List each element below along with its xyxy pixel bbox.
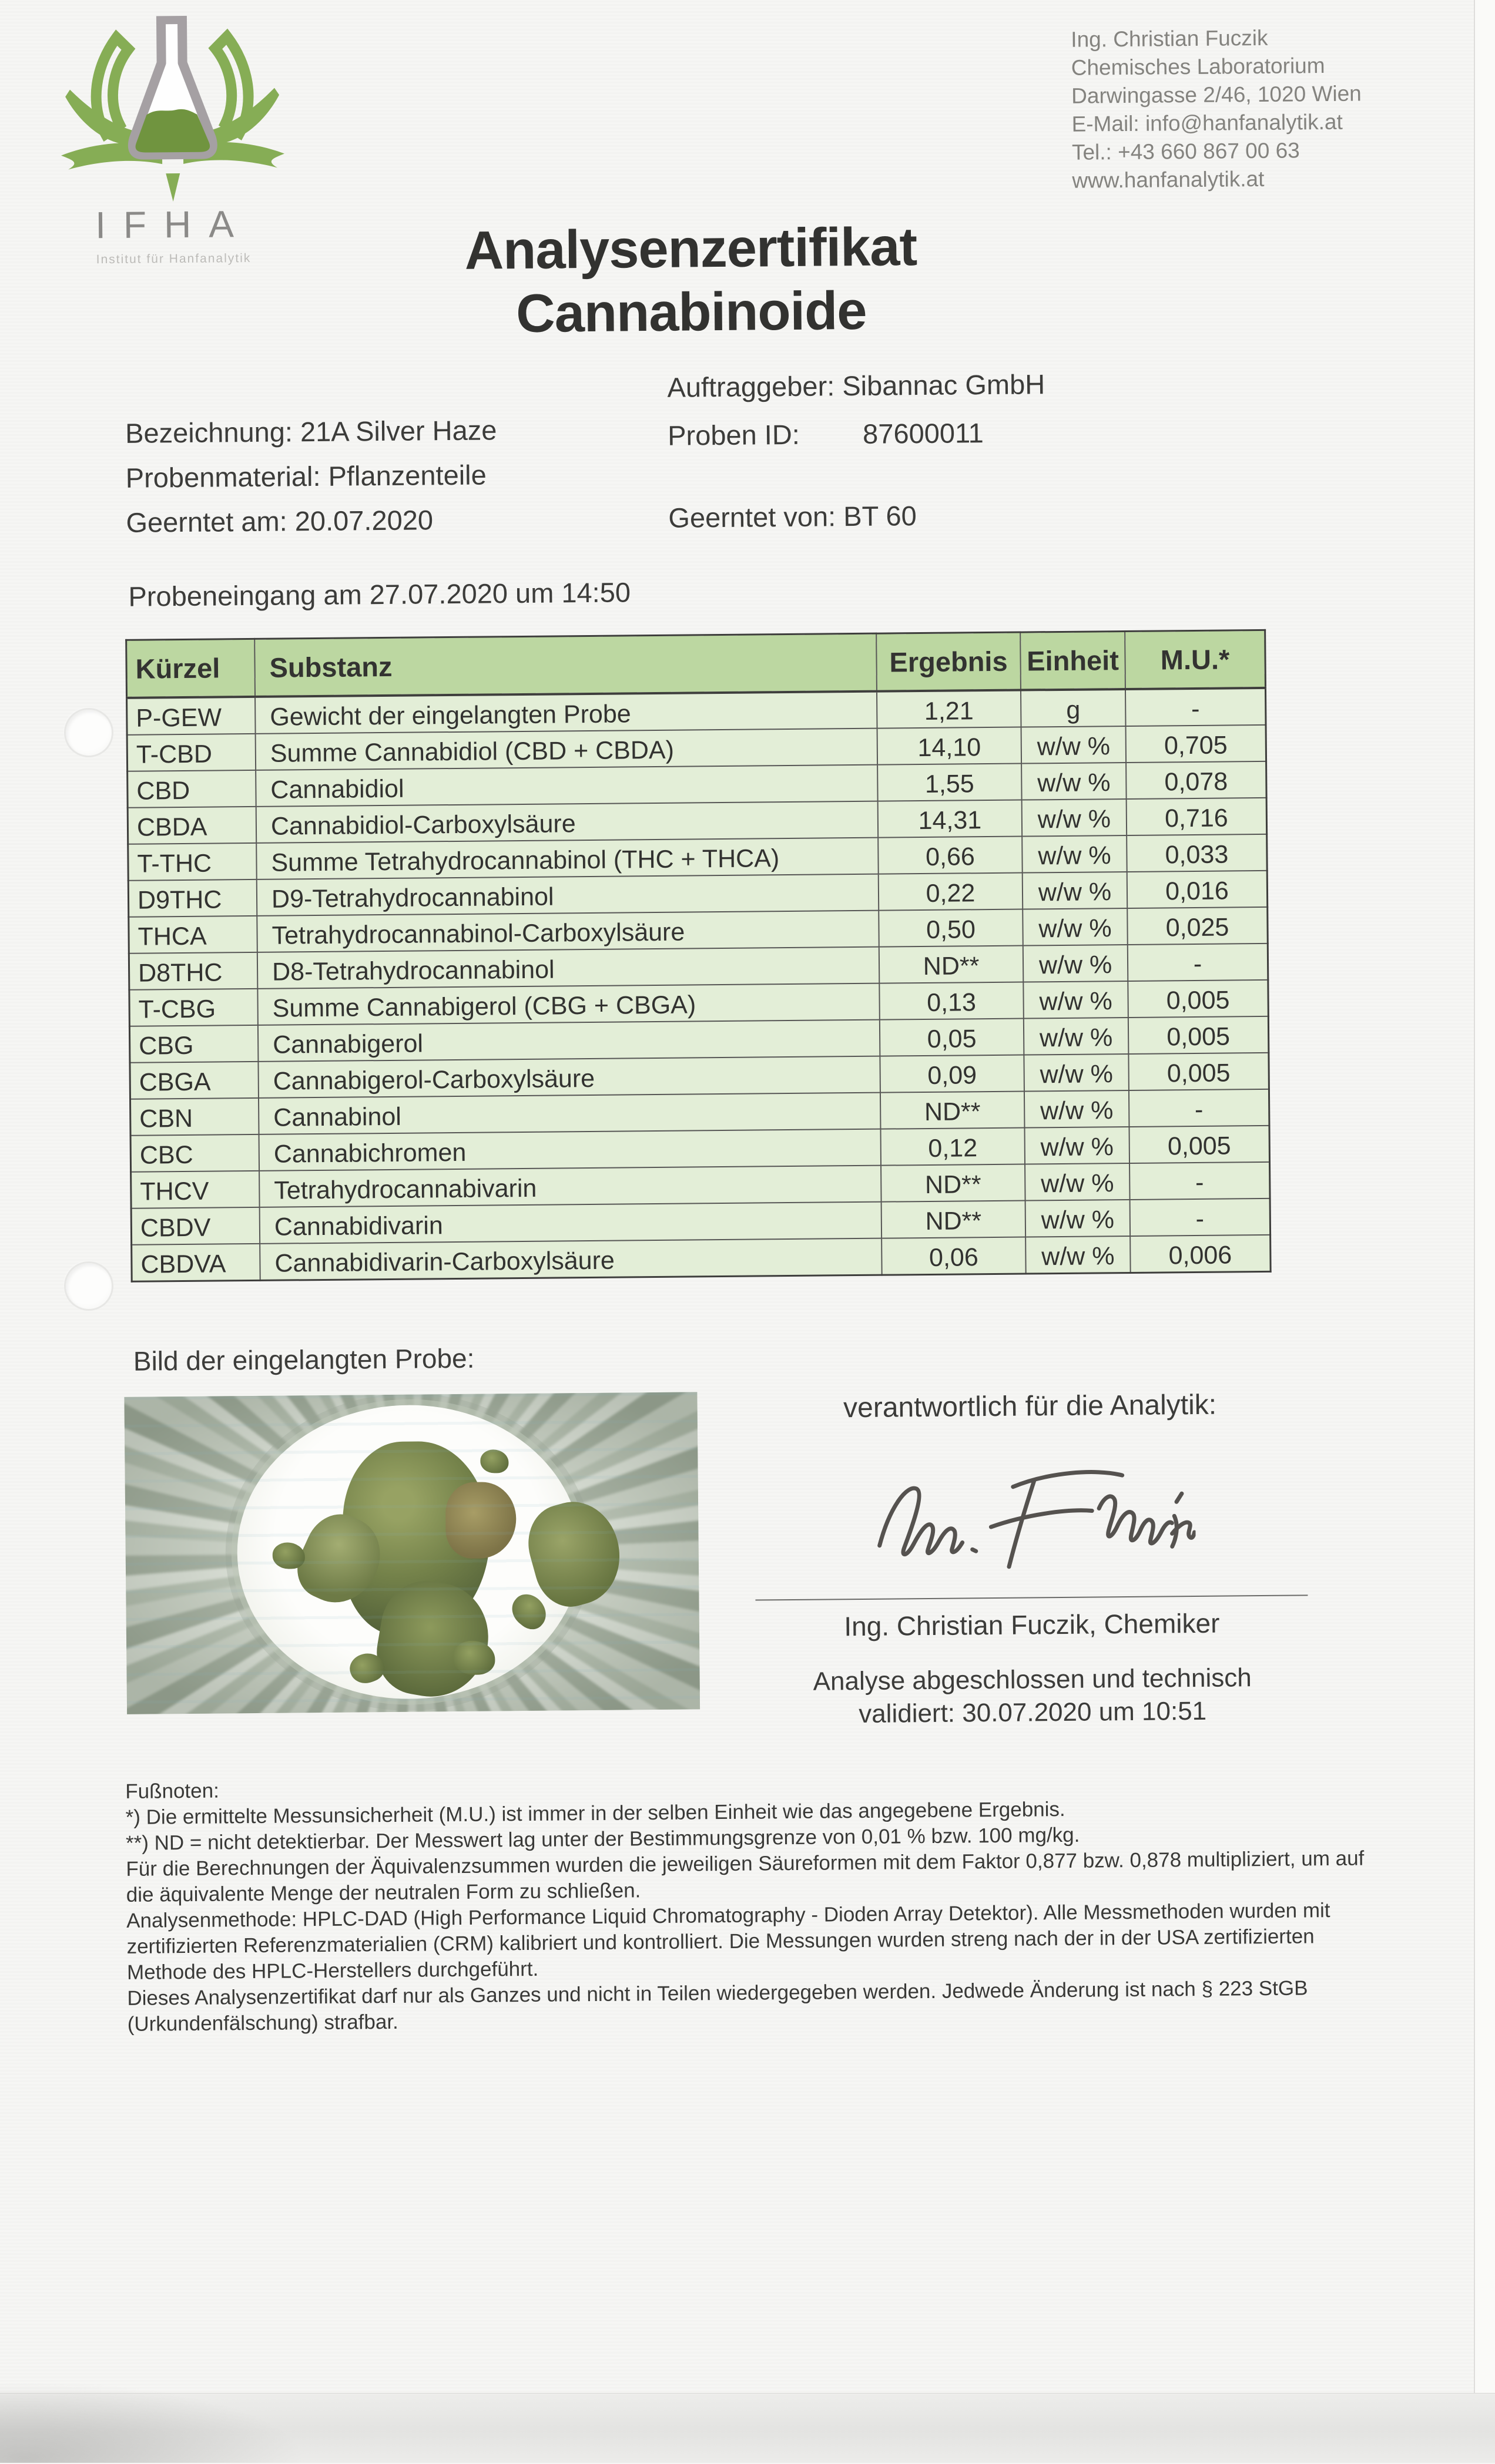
document-title [250, 213, 1132, 348]
hemp-leaf-flask-icon [48, 15, 297, 205]
footnote-line: (Urkundenfälschung) strafbar. [127, 2010, 398, 2036]
harvested-by-line: Geerntet von: BT 60 [668, 500, 917, 533]
results-table-body [127, 688, 1271, 1281]
scan-corner-shadow [0, 2381, 306, 2463]
header-ergebnis: Ergebnis [876, 632, 1021, 691]
scan-artifact-lines [124, 1392, 700, 1714]
cell-substanz: Cannabidivarin-Carboxylsäure [260, 1238, 882, 1281]
signature-rule [755, 1594, 1308, 1600]
cell-einheit: w/w % [1021, 763, 1127, 800]
cell-ergebnis: ND** [879, 946, 1024, 983]
cell-mu: 0,016 [1127, 871, 1268, 908]
footnote-line: Methode des HPLC-Herstellers durchgeführt. [126, 1957, 539, 1984]
header-substanz: Substanz [254, 633, 877, 697]
cell-einheit: w/w % [1023, 981, 1128, 1019]
cell-substanz: Cannabinol [259, 1093, 881, 1134]
cell-substanz: Tetrahydrocannabinol-Carboxylsäure [257, 911, 879, 952]
sample-intake-line: Probeneingang am 27.07.2020 um 14:50 [128, 576, 631, 612]
cell-ergebnis: 0,09 [880, 1055, 1024, 1093]
cell-kuerzel: CBDV [131, 1207, 260, 1245]
cell-substanz: Cannabidivarin [260, 1202, 882, 1244]
cell-mu: - [1128, 944, 1268, 981]
results-table [125, 629, 1271, 1283]
cell-kuerzel: CBDA [128, 807, 256, 844]
cell-kuerzel: THCA [129, 916, 257, 954]
sample-info-left [125, 408, 498, 545]
footnote-line: die äquivalente Menge der neutralen Form zu schließen. [126, 1879, 641, 1906]
cell-kuerzel: CBGA [130, 1062, 259, 1099]
contact-lab: Chemisches Laboratorium [1071, 53, 1325, 80]
cell-einheit: g [1021, 689, 1126, 727]
cell-ergebnis: 0,12 [880, 1128, 1025, 1166]
cell-substanz: Cannabichromen [259, 1129, 881, 1171]
brand-text: IFHA [95, 202, 252, 247]
cell-einheit: w/w % [1023, 908, 1128, 946]
cell-ergebnis: 0,66 [878, 837, 1023, 874]
cell-substanz: Summe Cannabigerol (CBG + CBGA) [257, 983, 880, 1025]
header-kuerzel: Kürzel [126, 639, 255, 697]
cell-substanz: Cannabigerol-Carboxylsäure [258, 1056, 880, 1098]
contact-address: Darwingasse 2/46, 1020 Wien [1071, 81, 1362, 108]
footnote-line: Für die Berechnungen der Äquivalenzsummen wurden die jeweiligen Säureformen mit dem Faktor 0,877 bzw. 0,878 multipliziert, um auf [126, 1847, 1365, 1881]
harvest-date: Geerntet am: 20.07.2020 [126, 504, 434, 538]
sample-photo [124, 1392, 700, 1714]
contact-email: E-Mail: info@hanfanalytik.at [1071, 109, 1343, 136]
cell-mu: 0,033 [1127, 834, 1267, 872]
brand-tagline: Institut für Hanfanalytik [96, 251, 252, 267]
cell-mu: - [1130, 1199, 1271, 1236]
cell-ergebnis: 1,21 [877, 690, 1021, 729]
cell-einheit: w/w % [1024, 1018, 1129, 1055]
cell-mu: 0,005 [1128, 1016, 1269, 1054]
cell-kuerzel: P-GEW [127, 697, 256, 735]
cell-ergebnis: 1,55 [877, 764, 1022, 801]
cell-mu: 0,005 [1128, 1053, 1269, 1090]
sample-designation: Bezeichnung: 21A Silver Haze [125, 414, 497, 449]
punch-hole [66, 1263, 112, 1309]
cell-mu: 0,078 [1126, 761, 1266, 799]
sample-id-row [667, 417, 984, 452]
scan-right-edge [1474, 0, 1495, 2463]
cell-ergebnis: 0,22 [879, 873, 1023, 911]
cell-einheit: w/w % [1023, 945, 1128, 982]
lab-contact-block [1071, 23, 1362, 194]
cell-mu: 0,005 [1128, 980, 1268, 1018]
cell-kuerzel: CBD [128, 770, 256, 808]
cell-ergebnis: 14,31 [878, 800, 1023, 838]
header-mu: M.U.* [1125, 630, 1265, 689]
responsible-heading: verantwortlich für die Analytik: [843, 1389, 1217, 1424]
cell-mu: - [1129, 1089, 1269, 1127]
cell-mu: 0,705 [1126, 725, 1266, 763]
validation-line-1: Analyse abgeschlossen und technisch [813, 1663, 1252, 1696]
cell-ergebnis: 0,06 [881, 1237, 1026, 1275]
cell-mu: - [1125, 688, 1266, 726]
cell-mu: 0,006 [1130, 1235, 1271, 1273]
validation-line-2: validiert: 30.07.2020 um 10:51 [858, 1696, 1207, 1729]
cell-einheit: w/w % [1022, 799, 1127, 837]
cell-einheit: w/w % [1025, 1200, 1131, 1237]
footnote-lines [125, 1793, 1443, 2037]
cell-mu: - [1129, 1162, 1270, 1200]
cell-substanz: Tetrahydrocannabivarin [259, 1166, 881, 1207]
footnotes-heading: Fußnoten: [125, 1779, 219, 1803]
cell-substanz: D9-Tetrahydrocannabinol [257, 874, 879, 916]
cell-ergebnis: ND** [881, 1164, 1025, 1202]
signature-block [742, 1388, 1318, 1729]
cell-substanz: Cannabigerol [258, 1020, 880, 1062]
cell-ergebnis: 14,10 [877, 727, 1022, 765]
title-line-1: Analysenzertifikat [464, 217, 917, 281]
client-line: Auftraggeber: Sibannac GmbH [667, 368, 1045, 403]
cell-einheit: w/w % [1024, 1127, 1129, 1164]
cell-mu: 0,005 [1129, 1126, 1269, 1163]
footnotes-section [125, 1767, 1444, 2037]
contact-name: Ing. Christian Fuczik [1071, 25, 1268, 52]
cell-kuerzel: CBDVA [132, 1244, 260, 1281]
cell-mu: 0,025 [1127, 907, 1268, 945]
footnote-line: Dieses Analysenzertifikat darf nur als Ganzes und nicht in Teilen wiedergegeben werden. Jedwede Änderung ist nach § 223 StGB [127, 1976, 1308, 2010]
cell-mu: 0,716 [1127, 798, 1267, 835]
cell-kuerzel: D9THC [128, 879, 257, 917]
handwritten-signature [866, 1448, 1196, 1586]
cell-ergebnis: ND** [880, 1092, 1025, 1129]
cell-kuerzel: THCV [131, 1171, 260, 1208]
cell-kuerzel: CBG [129, 1025, 258, 1063]
footnote-line: Analysenmethode: HPLC-DAD (High Performance Liquid Chromatography - Dioden Array Detektor). Alle Messmethoden wurden mit [126, 1899, 1330, 1932]
footnote-line: *) Die ermittelte Messunsicherheit (M.U.) ist immer in der selben Einheit wie das angegebene Ergebnis. [125, 1797, 1065, 1829]
cell-ergebnis: ND** [881, 1201, 1026, 1238]
cell-substanz: Cannabidiol [256, 765, 878, 807]
cell-substanz: D8-Tetrahydrocannabinol [257, 947, 880, 989]
cell-substanz: Summe Tetrahydrocannabinol (THC + THCA) [256, 838, 879, 879]
cell-kuerzel: CBN [130, 1098, 259, 1136]
header-einheit: Einheit [1020, 632, 1125, 690]
photo-label: Bild der eingelangten Probe: [133, 1342, 475, 1377]
chemist-name-line: Ing. Christian Fuczik, Chemiker [844, 1607, 1220, 1642]
cell-einheit: w/w % [1025, 1163, 1130, 1201]
cell-einheit: w/w % [1021, 726, 1127, 764]
sample-id-value: 87600011 [862, 417, 984, 449]
cell-ergebnis: 0,05 [880, 1019, 1024, 1056]
cell-kuerzel: CBC [130, 1134, 259, 1172]
sample-material: Probenmaterial: Pflanzenteile [125, 459, 487, 494]
cell-kuerzel: T-CBD [127, 734, 256, 771]
title-line-2: Cannabinoide [515, 280, 867, 344]
cell-substanz: Gewicht der eingelangten Probe [255, 691, 877, 734]
footnote-line: zertifizierten Referenzmaterialien (CRM) kalibriert und kontrolliert. Die Messungen wurden streng nach der in der USA zertifizierten [126, 1925, 1315, 1958]
cell-kuerzel: D8THC [129, 952, 257, 990]
cell-einheit: w/w % [1023, 872, 1128, 909]
punch-hole [66, 710, 112, 756]
contact-website: www.hanfanalytik.at [1072, 166, 1265, 193]
cell-einheit: w/w % [1025, 1236, 1131, 1274]
sample-id-label: Proben ID: [667, 418, 800, 451]
cell-ergebnis: 0,13 [879, 982, 1024, 1020]
cell-substanz: Cannabidiol-Carboxylsäure [256, 801, 879, 843]
footnote-line: **) ND = nicht detektierbar. Der Messwert lag unter der Bestimmungsgrenze von 0,01 % bzw. 100 mg/kg. [125, 1823, 1080, 1855]
cell-substanz: Summe Cannabidiol (CBD + CBDA) [256, 729, 878, 770]
cell-kuerzel: T-THC [128, 843, 257, 881]
cell-einheit: w/w % [1022, 835, 1127, 873]
cell-ergebnis: 0,50 [879, 909, 1023, 947]
results-table-header [126, 630, 1266, 697]
cell-kuerzel: T-CBG [129, 989, 258, 1026]
contact-phone: Tel.: +43 660 867 00 63 [1071, 138, 1300, 165]
cell-einheit: w/w % [1024, 1090, 1129, 1128]
cell-einheit: w/w % [1024, 1054, 1129, 1092]
sample-info-right [667, 360, 1315, 553]
